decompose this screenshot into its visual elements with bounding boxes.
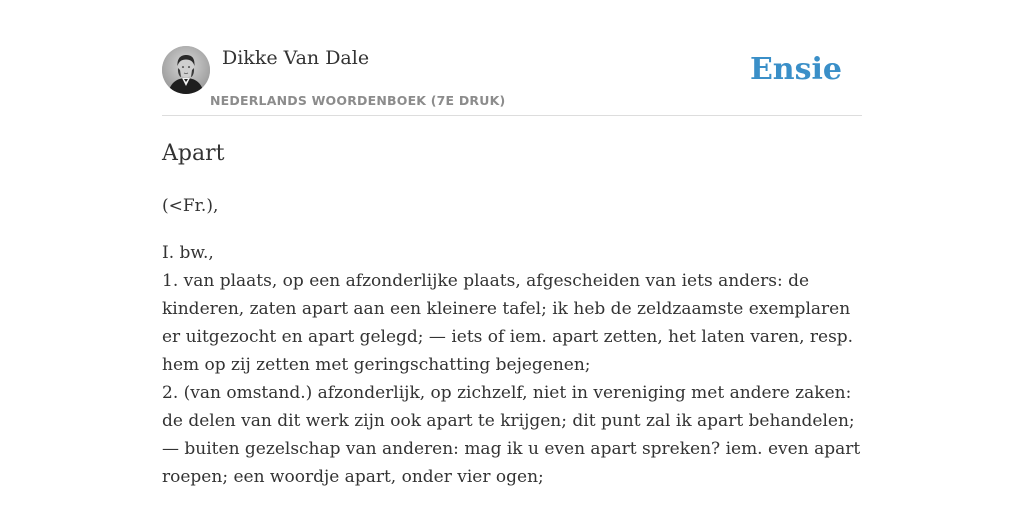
portrait-image <box>162 46 210 94</box>
author-avatar[interactable] <box>162 46 210 94</box>
definition-line: de delen van dit werk zijn ook apart te krijgen; dit punt zal ik apart behandelen; <box>162 411 855 431</box>
entry-header <box>162 0 862 116</box>
source-label[interactable]: NEDERLANDS WOORDENBOEK (7E DRUK) <box>210 93 506 108</box>
definition-line: 2. (van omstand.) afzonderlijk, op zichzelf, niet in vereniging met andere zaken: <box>162 383 852 403</box>
entry-card <box>162 0 862 487</box>
entry-etymology: (<Fr.), <box>162 196 219 216</box>
definition-line: — buiten gezelschap van anderen: mag ik u even apart spreken? iem. even apart <box>162 439 861 459</box>
definition-line: 1. van plaats, op een afzonderlijke plaats, afgescheiden van iets anders: de <box>162 271 810 291</box>
definition-line: roepen; een woordje apart, onder vier ogen; <box>162 467 544 487</box>
definition-line: hem op zij zetten met geringschatting bejegenen; <box>162 355 591 375</box>
brand-logo[interactable]: Ensie <box>749 52 842 87</box>
entry-title: Apart <box>162 141 225 166</box>
author-name[interactable]: Dikke Van Dale <box>222 47 370 69</box>
definition-line: kinderen, zaten apart aan een kleinere tafel; ik heb de zeldzaamste exemplaren <box>162 299 851 319</box>
definition-line: er uitgezocht en apart gelegd; — iets of iem. apart zetten, het laten varen, resp. <box>162 327 854 347</box>
entry-definition <box>162 239 862 491</box>
definition-line: I. bw., <box>162 243 214 263</box>
